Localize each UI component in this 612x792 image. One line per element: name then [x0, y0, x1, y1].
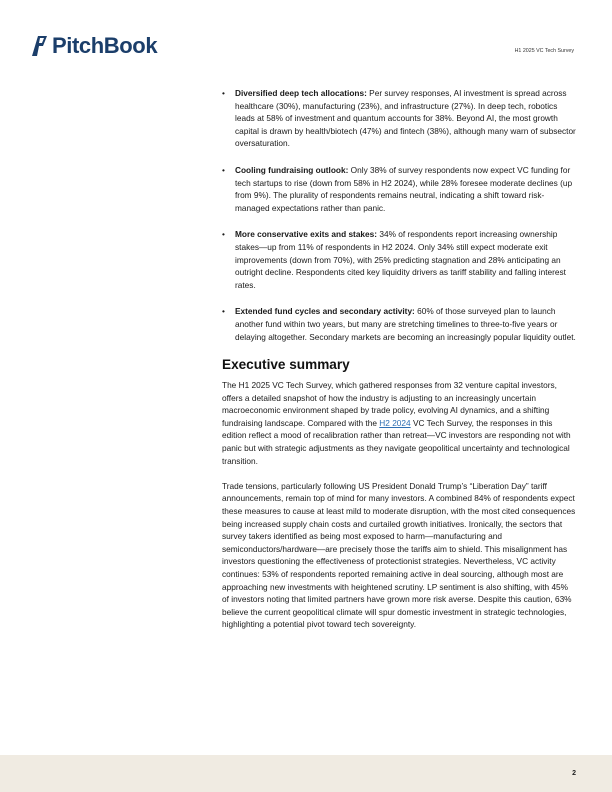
bullet-text: 34% of respondents report increasing ownership stakes—up from 11% of respondents in H2 2024. Only 34% still expect moderate exit improvements (down from 70%), with 25% predicting stagnation and 28% anticipating an outright decline. Respondents cited key liquidity drivers as tariff stability and falling interest rates.: [235, 229, 566, 290]
bullet-icon: •: [222, 306, 225, 317]
brand-name: PitchBook: [52, 33, 158, 58]
bullet-lead: Extended fund cycles and secondary activity:: [235, 306, 415, 317]
list-item: [222, 164, 577, 214]
bullet-text: 60% of those surveyed plan to launch another fund within two years, but many are stretching timelines to three-to-five years or delaying altogether. Secondary markets are becoming an increasingly popular liquidity outlet.: [235, 306, 576, 342]
bullet-lead: Cooling fundraising outlook:: [235, 164, 349, 175]
bullet-lead: More conservative exits and stakes:: [235, 229, 378, 240]
list-item: [222, 305, 577, 343]
bullet-icon: •: [222, 88, 225, 98]
report-title: H1 2025 VC Tech Survey: [514, 48, 574, 54]
bullet-icon: •: [222, 229, 225, 240]
bullet-lead: Diversified deep tech allocations:: [235, 88, 367, 98]
section-title: Executive summary: [222, 357, 350, 373]
main-content: [222, 87, 577, 644]
paragraph: Trade tensions, particularly following US President Donald Trump’s “Liberation Day” tariff announcements, remain top of mind for many investors. A combined 84% of respondents expect these measures to cause at least mild to moderate disruption, with the most cited consequences being increased supply chain costs and curtailed growth initiatives. Ironically, the sectors that survey takers identified as being most exposed to harm—manufacturing and semiconductors/hardware—are precisely those the tariffs aim to shield. This misalignment has investors questioning the effectiveness of protectionist strategies. Nevertheless, VC activity continues: 53% of respondents reported remaining active in deal sourcing, although most are approaching new investments with heightened scrutiny. LP sentiment is also shifting, with 45% of investors noting that limited partners have grown more risk averse. Despite this caution, 63% believe the current geopolitical climate will spur domestic investment in strategic technologies, highlighting a potential pivot toward tech sovereignty.: [222, 480, 576, 630]
list-item: [222, 228, 577, 291]
bullet-text: Only 38% of survey respondents now expect VC funding for tech startups to rise (down from 58% in H2 2024), while 28% foresee moderate declines (up from 9%). The plurality of respondents remains neutral, indicating a shift toward risk-managed expectations rather than panic.: [235, 164, 573, 213]
bullet-text: Per survey responses, AI investment is spread across healthcare (30%), manufacturing (23%), and infrastructure (27%). In deep tech, robotics leads at 58% of investment and quantum accounts for 38%. Beyond AI, the most growth capital is drawn by health/biotech (47%) and fintech (38%), although many warn of subsector oversaturation.: [235, 88, 576, 149]
bullet-icon: •: [222, 164, 225, 175]
key-findings-list: [222, 87, 577, 343]
paragraph-text: VC Tech Survey, the responses in this edition reflect a mood of recalibration rather than retreat—VC investors are responding not with panic but with strategic adjustments as they navigate geopolitical uncertainty and technological transition.: [222, 417, 571, 466]
pitchbook-logo: [31, 32, 157, 60]
paragraph-text: The H1 2025 VC Tech Survey, which gathered responses from 32 venture capital investors, offers a detailed snapshot of how the industry is adjusting to an increasingly uncertain macroeconomic environment shaped by trade policy, evolving AI dynamics, and a shifting fundraising landscape. Compared with the: [222, 380, 557, 428]
footer-band: [0, 755, 612, 792]
list-item: [222, 87, 577, 150]
h2-2024-link[interactable]: H2 2024: [379, 417, 411, 428]
page-number: 2: [572, 770, 576, 777]
pitchbook-logo-icon: [31, 34, 49, 58]
paragraph: [222, 379, 577, 467]
